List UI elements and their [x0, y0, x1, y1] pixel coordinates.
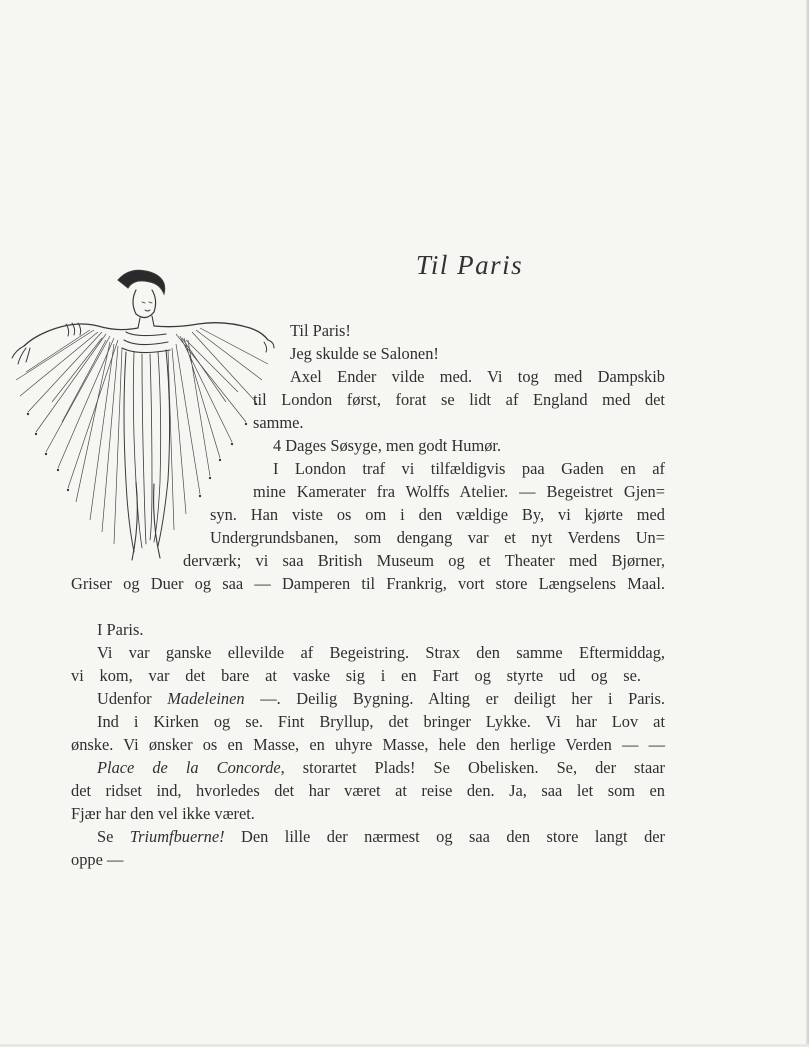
text-line: Udenfor Madeleinen —. Deilig Bygning. Alting er deiligt her i Paris. [97, 689, 665, 708]
text-line: I Paris. [97, 620, 144, 639]
text-line: det ridset ind, hvorledes det har været at reise den. Ja, saa let som en [71, 781, 665, 800]
text-line: Place de la Concorde, storartet Plads! Se Obelisken. Se, der staar [97, 758, 665, 777]
text-line: vi kom, var det bare at vaske sig i en Fart og styrte ud og se. [71, 666, 641, 685]
text-line: til London først, forat se lidt af England med det [253, 390, 665, 409]
page-title: Til Paris [415, 250, 524, 280]
italic-place-name: Place de la Concorde [97, 758, 281, 777]
text-line: Vi var ganske ellevilde af Begeistring. Strax den samme Eftermiddag, [97, 643, 665, 662]
text-line: derværk; vi saa British Museum og et Theater med Bjørner, [183, 551, 665, 570]
text-line: Se Triumfbuerne! Den lille der nærmest og saa den store langt der [97, 827, 665, 846]
text-line: oppe — [71, 850, 124, 869]
text-line: Til Paris! [290, 321, 351, 340]
text-line: Fjær har den vel ikke været. [71, 804, 255, 823]
text-line: Undergrundsbanen, som dengang var et nyt Verdens Un= [210, 528, 665, 547]
text-line: Axel Ender vilde med. Vi tog med Dampskib [290, 367, 665, 386]
text-line: Griser og Duer og saa — Damperen til Frankrig, vort store Længselens Maal. [71, 574, 665, 593]
text-line: samme. [253, 413, 304, 432]
italic-place-name: Madeleinen [167, 689, 245, 708]
italic-place-name: Triumfbuerne! [129, 827, 225, 846]
text-line: 4 Dages Søsyge, men godt Humør. [273, 436, 502, 455]
text-line: ønske. Vi ønsker os en Masse, en uhyre Masse, hele den herlige Verden — — [71, 735, 665, 754]
text-line: Jeg skulde se Salonen! [290, 344, 439, 363]
text-line: syn. Han viste os om i den vældige By, vi kjørte med [210, 505, 665, 524]
text-line: I London traf vi tilfældigvis paa Gaden en af [273, 459, 665, 478]
text-line: mine Kamerater fra Wolffs Atelier. — Begeistret Gjen= [253, 482, 665, 501]
text-line: Ind i Kirken og se. Fint Bryllup, det bringer Lykke. Vi har Lov at [97, 712, 665, 731]
